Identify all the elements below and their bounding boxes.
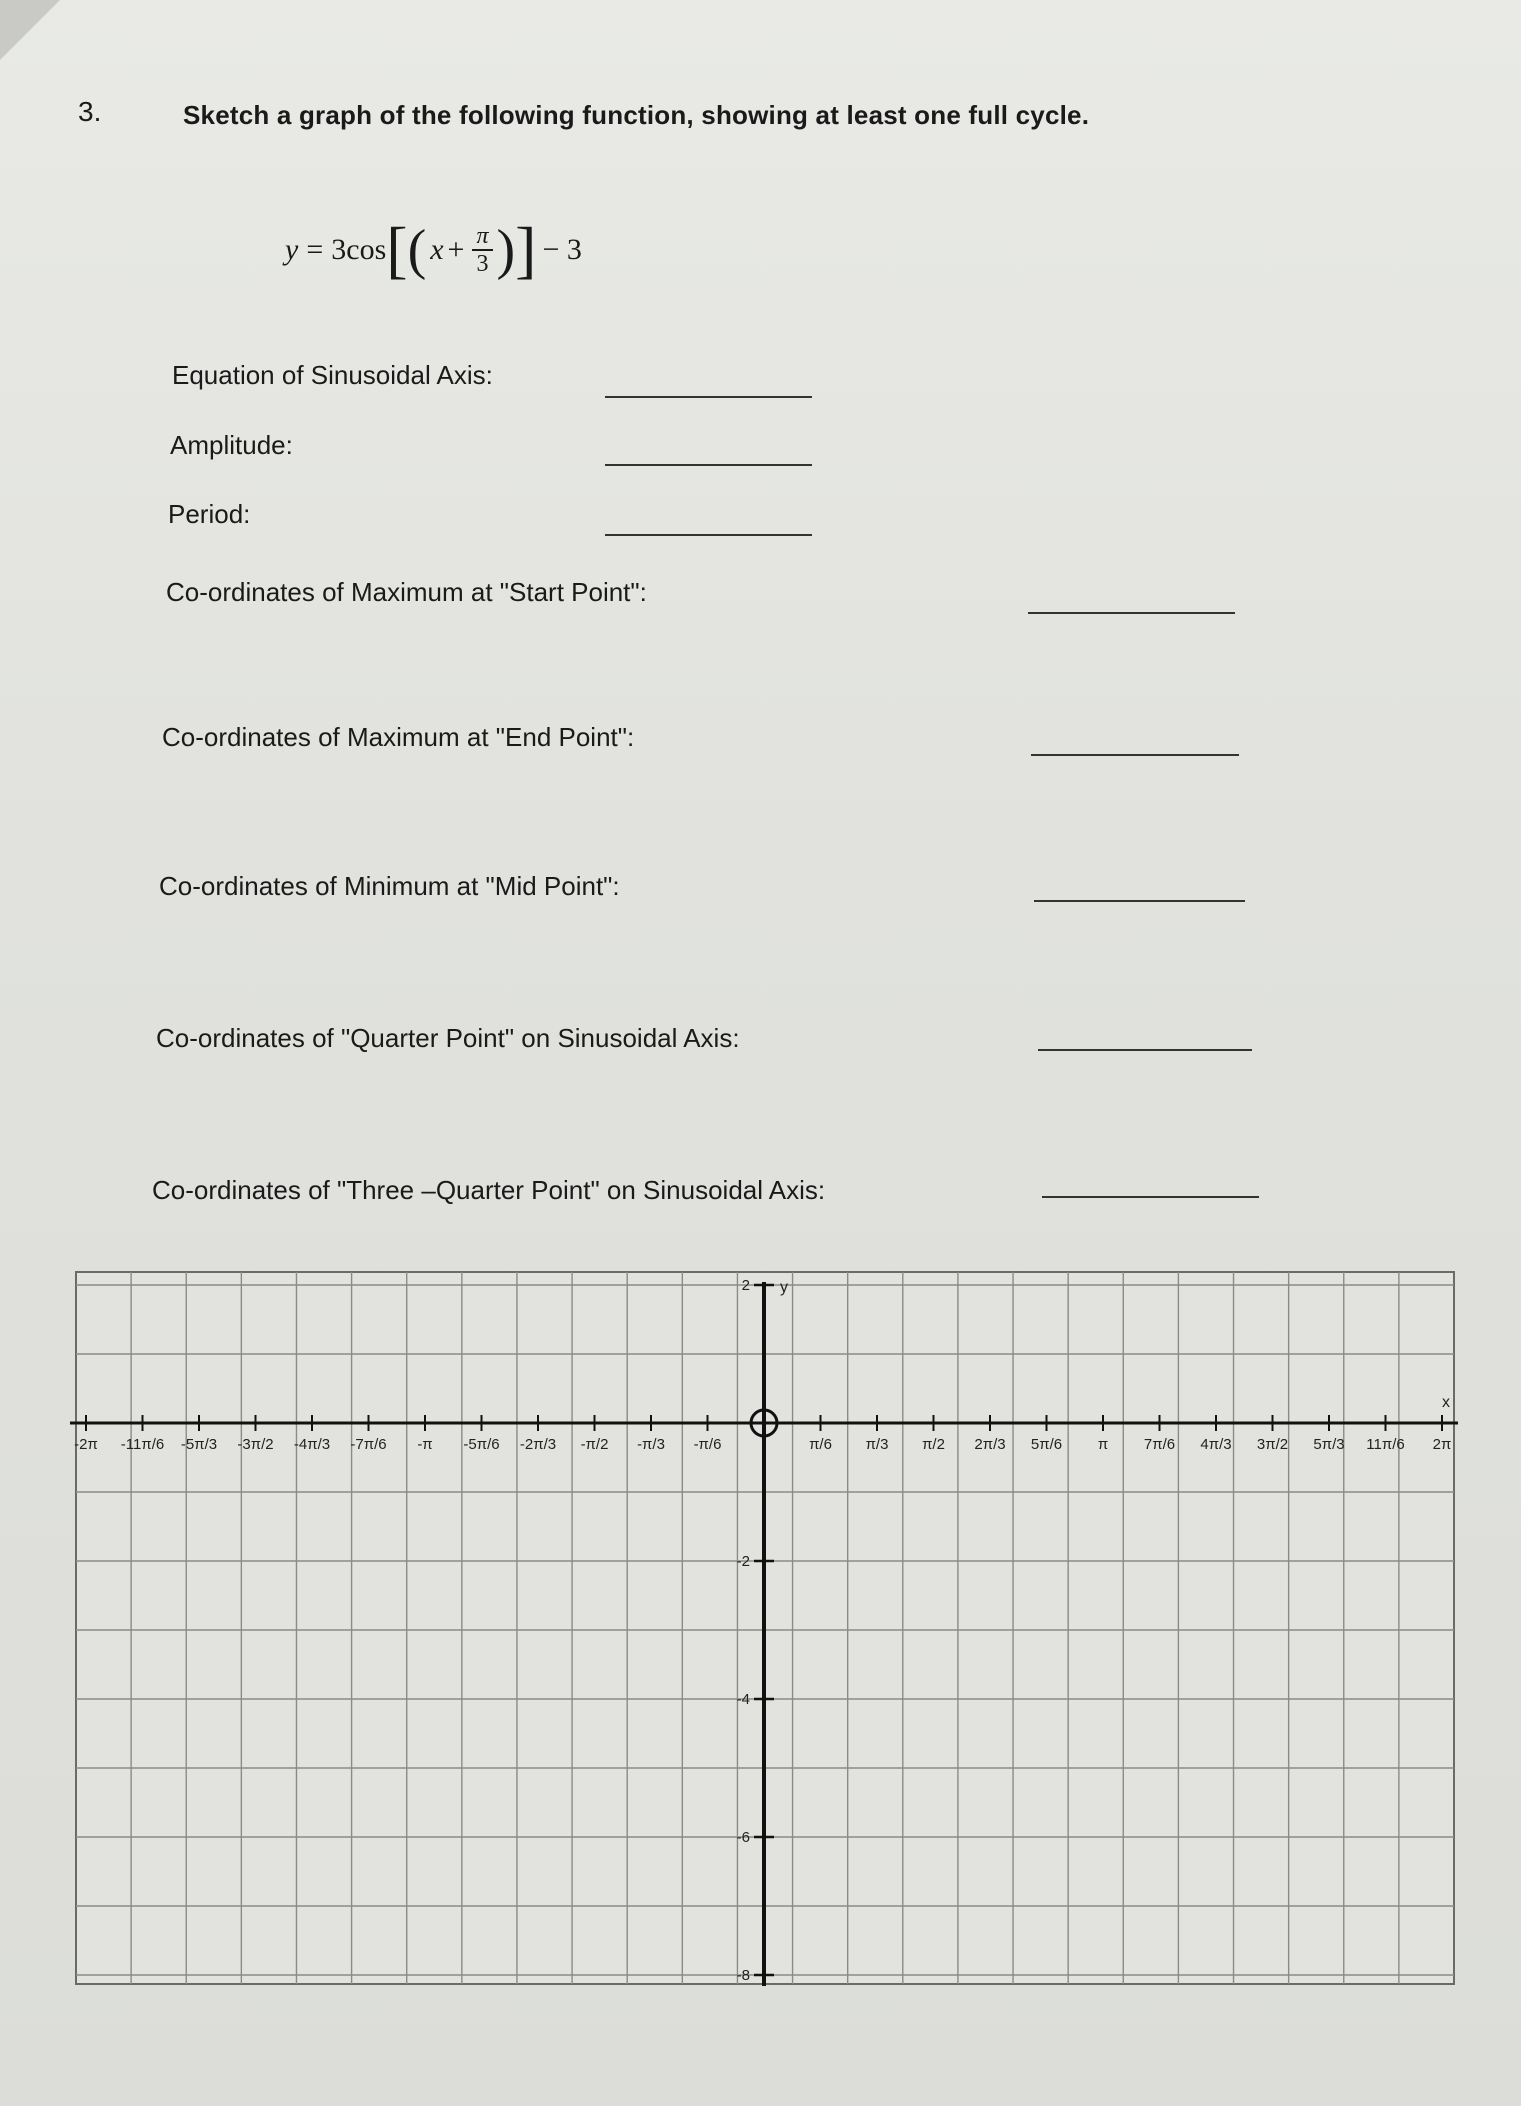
x-tick-label: π [1097,1436,1109,1453]
fraction-denominator: 3 [476,251,489,277]
x-tick-label: -11π/6 [120,1436,165,1453]
maximum-start-answer-line[interactable] [1028,612,1235,614]
close-paren: ) [496,219,516,281]
equation-coefficient: 3 [331,233,347,266]
x-tick-label: -3π/2 [237,1436,274,1453]
x-tick-label: -π [417,1436,433,1453]
phase-fraction [472,223,492,278]
x-tick-label: -π/3 [637,1436,665,1453]
equation-function: cos [346,233,387,266]
x-tick-label: 2π [1432,1436,1452,1453]
equation-equals: = [306,233,324,266]
x-tick-label: 7π/6 [1143,1436,1176,1453]
y-tick-label: -4 [736,1691,750,1708]
question-prompt: Sketch a graph of the following function, showing at least one full cycle. [183,100,1090,130]
period-answer-line[interactable] [605,534,812,536]
equation-lhs: y [285,233,299,266]
y-tick-label: -2 [736,1553,750,1570]
y-tick-label: -6 [736,1829,750,1846]
x-tick-label: π/3 [865,1436,889,1453]
x-tick-label: 4π/3 [1200,1436,1232,1453]
x-tick-label: π/2 [922,1436,945,1453]
x-tick-label: 2π/3 [974,1436,1006,1453]
y-axis-label: y [780,1279,788,1296]
open-bracket: [ [386,214,408,285]
x-tick-label: -4π/3 [293,1436,331,1453]
fraction-numerator: π [472,223,492,251]
amplitude-label: Amplitude: [170,430,293,460]
x-tick-label: -5π/6 [463,1436,500,1453]
amplitude-answer-line[interactable] [605,464,812,466]
x-tick-label: 3π/2 [1256,1436,1289,1453]
y-tick-label: -8 [736,1967,750,1984]
maximum-end-label: Co-ordinates of Maximum at "End Point": [162,722,635,752]
graph-canvas[interactable] [60,1270,1470,1990]
period-label: Period: [168,499,251,529]
three-quarter-point-label: Co-ordinates of "Three –Quarter Point" on Sinusoidal Axis: [152,1175,826,1205]
page-corner-shadow [0,0,60,60]
quarter-point-label: Co-ordinates of "Quarter Point" on Sinusoidal Axis: [156,1023,740,1053]
x-tick-label: 5π/6 [1030,1436,1063,1453]
x-tick-label: -2π [74,1436,98,1453]
maximum-end-answer-line[interactable] [1031,754,1239,756]
x-axis-label: x [1442,1394,1450,1411]
x-tick-label: π/6 [809,1436,832,1453]
sinusoidal-axis-answer-line[interactable] [605,396,812,398]
three-quarter-point-answer-line[interactable] [1042,1196,1259,1198]
x-tick-label: 11π/6 [1366,1436,1405,1453]
y-tick-label: 2 [741,1277,750,1294]
equation-vertical-shift: − 3 [542,233,582,266]
equation-variable: x [430,233,444,266]
equation-plus: + [447,233,465,266]
x-tick-label: -π/6 [693,1436,722,1453]
x-tick-label: 5π/3 [1313,1436,1345,1453]
function-equation [285,205,582,295]
x-tick-label: -7π/6 [350,1436,387,1453]
close-bracket: ] [515,214,537,285]
maximum-start-label: Co-ordinates of Maximum at "Start Point": [166,577,647,607]
graph-grid[interactable] [60,1270,1470,1995]
quarter-point-answer-line[interactable] [1038,1049,1252,1051]
x-tick-label: -π/2 [580,1436,609,1453]
x-tick-label: -2π/3 [519,1436,557,1453]
sinusoidal-axis-label: Equation of Sinusoidal Axis: [172,360,493,390]
minimum-mid-answer-line[interactable] [1034,900,1245,902]
open-paren: ( [407,219,427,281]
question-number: 3. [78,96,102,127]
minimum-mid-label: Co-ordinates of Minimum at "Mid Point": [159,871,620,901]
x-tick-label: -5π/3 [180,1436,218,1453]
